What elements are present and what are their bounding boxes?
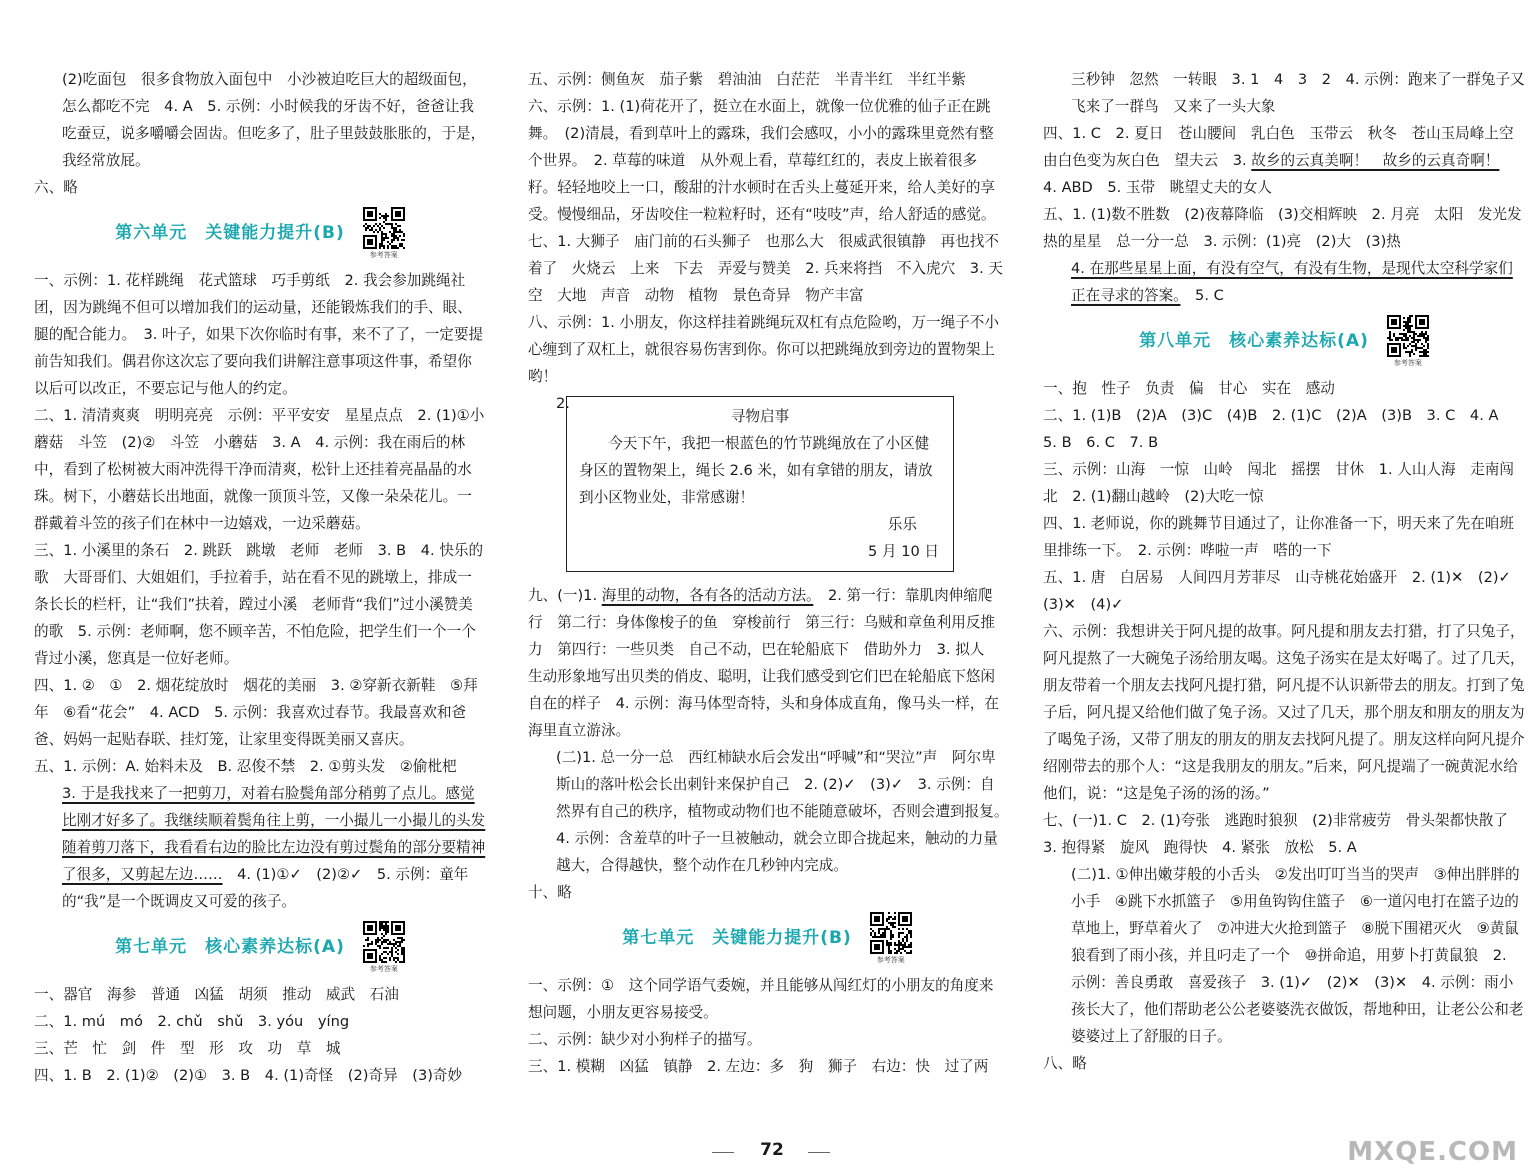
unit-title: 第八单元 核心素养达标(A) [1139,330,1369,351]
unit-title: 第七单元 关键能力提升(B) [622,927,852,948]
notice-signature: 乐乐 [887,516,917,533]
answer-paragraph: 三、示例：山海 一惊 山岭 闯北 摇摆 甘休 1. 人山人海 走南闯北 2. (1)翻山越岭 (2)大吃一惊 [1043,461,1514,505]
answer-paragraph: 三、1. 小溪里的条石 2. 跳跃 跳墩 老师 老师 3. B 4. 快乐的歌 大哥哥们、大姐姐们，手拉着手，站在看不见的跳墩上，排成一条长长的栏杆，让“我们”扶着，蹚过小溪 老师背“我们”过小溪赞美的歌 5. 示例：老师啊，您不顾辛苦，不怕危险，把学生们一个一个背过小溪，您真是一位好老师。 [34,542,484,667]
answer-text: 四、1. C 2. 夏日 苍山腰间 乳白色 玉带云 秋冬 苍山玉局峰上空 由白色变为灰白色 望夫云 3. [1043,125,1529,169]
answer-paragraph: 五、1. 示例：A. 始料未及 B. 忍俊不禁 2. ①剪头发 ②偷枇杷 [34,758,457,775]
answer-paragraph: 七、(一)1. C 2. (1)夸张 逃跑时狼狈 (2)非常疲劳 骨头架都快散了 3. 抱得紧 旋风 跑得快 4. 紧张 放松 5. A [1043,812,1523,856]
page-number-dash [712,1152,734,1153]
answer-column-1 [34,66,486,1089]
underlined-answer: 4. 在那些星星上面，有没有空气，有没有生物，是现代太空科学家们正在寻求的答案。 [1071,260,1513,304]
unit-title: 第六单元 关键能力提升(B) [115,222,345,243]
qr-caption: 参考答案 [369,965,398,973]
answer-paragraph: 一、器官 海参 普通 凶猛 胡须 推动 威武 石油 [34,986,399,1003]
answer-paragraph: 二、示例：缺少对小狗样子的描写。 [528,1031,762,1048]
answer-paragraph: 四、1. ② ① 2. 烟花绽放时 烟花的美丽 3. ②穿新衣新鞋 ⑤拜年 ⑥看“花会” 4. ACD 5. 示例：我喜欢过春节。我最喜欢和爸爸、妈妈一起贴春联、挂灯笼，让家里变得既美丽又喜庆。 [34,677,478,748]
answer-column-3 [1043,66,1529,1077]
answer-paragraph: 三、芒 忙 剑 件 型 形 攻 功 草 城 [34,1040,341,1057]
answer-paragraph: 五、示例：侧鱼灰 茄子紫 碧油油 白茫茫 半青半红 半红半紫 [528,71,966,88]
answer-paragraph: 五、1. 唐 白居易 人间四月芳菲尽 山寺桃花始盛开 2. (1)✕ (2)✓ (3)✕ (4)✓ [1043,569,1526,613]
answer-paragraph [528,582,1006,744]
answer-paragraph: 五、1. (1)数不胜数 (2)夜幕降临 (3)交相辉映 2. 月亮 太阳 发光发热的星星 总一分一总 3. 示例：(1)亮 (2)大 (3)热 [1043,206,1522,250]
answer-text: 九、(一)1. [528,587,602,604]
qr-code-icon[interactable] [870,912,912,964]
lost-item-notice [566,396,954,572]
page-number-dash [808,1152,830,1153]
underlined-answer: 海里的动物，各有各的活动方法。 [601,587,814,604]
answer-paragraph: 一、抱 性子 负责 偏 甘心 实在 感动 [1043,380,1335,397]
answer-paragraph: (二)1. ①伸出嫩芽般的小舌头 ②发出叮叮当当的哭声 ③伸出胖胖的小手 ④跳下水抓篮子 ⑤用鱼钩钩住篮子 ⑥一道闪电打在篮子边的草地上，野草着火了 ⑦冲进大火抢到篮子 ⑧脱下围裙灭火 ⑨黄鼠狼看到了雨小孩，并且叼走了一个 ⑩拼命追，用萝卜打黄鼠狼 2. 示例：善良勇敢 喜爱孩子 3. (1)✓ (2)✕ (3)✕ 4. 示例：雨小孩长大了，他们帮助老公公老婆婆洗衣做饭，帮地种田，让老公公和老婆婆过上了舒服的日子。 [1071,866,1524,1045]
answer-paragraph: 三、1. 模糊 凶猛 镇静 2. 左边：多 狗 狮子 右边：快 过了两 [528,1058,989,1075]
page-number: 72 [760,1140,784,1160]
underlined-answer: 故乡的云真美啊！ 故乡的云真奇啊！ [1251,152,1500,169]
qr-code-icon[interactable] [363,921,405,973]
answer-paragraph: 六、示例：我想讲关于阿凡提的故事。阿凡提和朋友去打猎，打了只兔子，阿凡提熬了一大碗兔子汤给朋友喝。这兔子汤实在是太好喝了。过了几天，朋友带着一个朋友去找阿凡提打猎，阿凡提不认识新带去的朋友。打到了兔子后，阿凡提又给他们做了兔子汤。又过了几天，那个朋友和朋友的朋友为了喝兔子汤，又带了朋友的朋友的朋友去找阿凡提了。朋友这样向阿凡提介绍刚带去的那个人：“这是我朋友的朋友。”后来，阿凡提端了一碗黄泥水给他们，说：“这是兔子汤的汤的汤。” [1043,623,1525,802]
qr-code-icon[interactable] [363,207,405,259]
answer-paragraph: (2)吃面包 很多食物放入面包中 小沙被迫吃巨大的超级面包，怎么都吃不完 4. A 5. 示例：小时候我的牙齿不好，爸爸让我吃蚕豆，说多嚼嚼会固齿。但吃多了，肚子里鼓鼓胀胀的，于是，我经常放屁。 [62,71,486,169]
unit-heading-8a [1043,313,1525,369]
unit-heading-6b [34,205,486,261]
answer-paragraph: 四、1. 老师说，你的跳舞节目通过了，让你准备一下，明天来了先在咱班里排练一下。 2. 示例：哗啦一声 嗒的一下 [1043,515,1514,559]
answer-paragraph: 二、1. (1)B (2)A (3)C (4)B 2. (1)C (2)A (3)B 3. C 4. A 5. B 6. C 7. B [1043,407,1514,451]
answer-paragraph [34,780,486,915]
answer-paragraph: 七、1. 大狮子 庙门前的石头狮子 也那么大 很威武很镇静 再也找不着了 火烧云 上来 下去 弄爱与赞美 2. 兵来将挡 不入虎穴 3. 天空 大地 声音 动物 植物 景色奇异 物产丰富 [528,233,1003,304]
watermark-text: MXQE.COM [1347,1137,1518,1167]
answer-column-2: 五、示例：侧鱼灰 茄子紫 碧油油 白茫茫 半青半红 半红半紫 六、示例：1. (1)荷花开了，挺立在水面上，就像一位优雅的仙子正在跳舞。 (2)清晨，看到草叶上的露珠，我们会感叹，小小的露珠里竟然有整个世界。 2. 草莓的味道 从外观上看，草莓红红的，表皮上嵌着很多籽。轻轻地咬上一口，酸甜的汁水顿时在舌头上蔓延开来，给人美好的享受。慢慢细品，牙齿咬住一粒粒籽时，还有“吱吱”声，给人舒适的感觉。 七、1. 大狮子 庙门前的石头狮子 也那么大 很威武很镇静 再也找不着了 火烧云 上来 下去 弄爱与赞美 2. 兵来将挡 不入虎穴 3. 天空 大地 声音 动物 植物 景色奇异 物产丰富 八、示例：1. 小朋友，你这样挂着跳绳玩双杠有点危险哟，万一绳子不小心缠到了双杠上，就很容易伤害到你。你可以把跳绳放到旁边的置物架上哟！ 2. 寻物启事 今天下午，我把一根蓝色的竹节跳绳放在了小区健身区的置物架上，绳长 2.6 米，如有拿错的朋友，请放到小区物业处，非常感谢！ 乐乐 5 月 10 日 九、(一)1. 海里的动物，各有各的活动方法。 2. 第一行：靠肌肉伸缩爬行 第二行：身体像梭子的鱼 穿梭前行 第三行：乌贼和章鱼利用反推力 第四行：一些贝类 自己不动，巴在轮船底下 借助外力 3. 拟人 生动形象地写出贝类的俏皮、聪明，让我们感受到它们巴在轮船底下悠闲自在的样子 4. 示例：海马体型奇特，头和身体成直角，像马头一样，在海里直立游泳。 (二)1. 总一分一总 西红柿缺水后会发出“呼喊”和“哭泣”声 阿尔卑斯山的落叶松会长出刺针来保护自己 2. (2)✓ (3)✓ 3. 示例：自然界有自己的秩序，植物或动物们也不能随意破坏，否则会遭到报复。 4. 示例：含羞草的叶子一旦被触动，就会立即合拢起来，触动的力量越大，合得越快，整个动作在几秒钟内完成。 十、略 第七单元 关键能力提升(B) 参考答案 一、示例：① 这个同学语气委婉，并且能够从闯红灯的小朋友的角度来想问题，小朋友更容易接受。 二、示例：缺少对小狗样子的描写。 三、1. 模糊 凶猛 镇静 2. 左边：多 狗 狮子 右边：快 过了两 [528,66,1006,1080]
answer-text: 2. 第一行：靠肌肉伸缩爬行 第二行：身体像梭子的鱼 穿梭前行 第三行：乌贼和章鱼利用反推力 第四行：一些贝类 自己不动，巴在轮船底下 借助外力 3. 拟人 生动形象地写出贝类的俏皮、聪明，让我们感受到它们巴在轮船底下悠闲自在的样子 4. 示例：海马体型奇特，头和身体成直角，像马头一样，在海里直立游泳。 [528,587,999,739]
answer-paragraph: 二、1. 清清爽爽 明明亮亮 示例：平平安安 星星点点 2. (1)①小蘑菇 斗笠 (2)② 斗笠 小蘑菇 3. A 4. 示例：我在雨后的林中，看到了松树被大雨冲洗得干净而清爽，松针上还挂着亮晶晶的水珠。树下，小蘑菇长出地面，就像一顶顶斗笠，又像一朵朵花儿。一群戴着斗笠的孩子们在林中一边嬉戏，一边采蘑菇。 [34,407,485,532]
answer-text: 5. C [1180,287,1224,304]
qr-caption: 参考答案 [1393,359,1422,367]
notice-date: 5 月 10 日 [868,543,939,560]
answer-paragraph [1043,120,1529,201]
answer-paragraph: 八、示例：1. 小朋友，你这样挂着跳绳玩双杠有点危险哟，万一绳子不小心缠到了双杠上，就很容易伤害到你。你可以把跳绳放到旁边的置物架上哟！ [528,314,999,385]
answer-paragraph: 六、示例：1. (1)荷花开了，挺立在水面上，就像一位优雅的仙子正在跳舞。 (2)清晨，看到草叶上的露珠，我们会感叹，小小的露珠里竟然有整个世界。 2. 草莓的味道 从外观上看，草莓红红的，表皮上嵌着很多籽。轻轻地咬上一口，酸甜的汁水顿时在舌头上蔓延开来，给人美好的享受。慢慢细品，牙齿咬住一粒粒籽时，还有“吱吱”声，给人舒适的感觉。 [528,98,996,223]
answer-paragraph: 一、示例：1. 花样跳绳 花式篮球 巧手剪纸 2. 我会参加跳绳社团，因为跳绳不但可以增加我们的运动量，还能锻炼我们的手、眼、腿的配合能力。 3. 叶子，如果下次你临时有事，来不了了，一定要提前告知我们。偶君你这次忘了要向我们讲解注意事项这件事，希望你以后可以改正，不要忘记与他人的约定。 [34,272,484,397]
answer-paragraph: (二)1. 总一分一总 西红柿缺水后会发出“呼喊”和“哭泣”声 阿尔卑斯山的落叶松会长出刺针来保护自己 2. (2)✓ (3)✓ 3. 示例：自然界有自己的秩序，植物或动物们也不能随意破坏，否则会遭到报复。 4. 示例：含羞草的叶子一旦被触动，就会立即合拢起来，触动的力量越大，合得越快，整个动作在几秒钟内完成。 [556,749,1016,874]
answer-paragraph: 四、1. B 2. (1)② (2)① 3. B 4. (1)奇怪 (2)奇异 (3)奇妙 [34,1067,463,1084]
underlined-answer: 3. 于是我找来了一把剪刀，对着右脸鬓角部分稍剪了点儿。感觉比刚才好多了。我继续顺着鬓角往上剪，一小撮儿一小撮儿的头发随着剪刀落下，我看看右边的脸比左边没有剪过鬓角的部分要精神了很多，又剪起左边…… [62,785,486,883]
answer-paragraph: 二、1. mú mó 2. chǔ shǔ 3. yóu yíng [34,1013,350,1030]
qr-caption: 参考答案 [876,956,905,964]
qr-code-icon[interactable] [1387,315,1429,367]
answer-paragraph [1043,255,1525,309]
answer-paragraph: 八、略 [1043,1055,1087,1072]
answer-text: 4. (1)①✓ (2)②✓ 5. 示例：童年的“我”是一个既调皮又可爱的孩子。 [62,866,469,910]
notice-body: 今天下午，我把一根蓝色的竹节跳绳放在了小区健身区的置物架上，绳长 2.6 米，如有拿错的朋友，请放到小区物业处，非常感谢！ [579,435,933,506]
qr-caption: 参考答案 [369,251,398,259]
unit-heading-7b [528,910,1006,966]
unit-heading-7a [34,919,486,975]
answer-paragraph: 三秒钟 忽然 一转眼 3. 1 4 3 2 4. 示例：跑来了一群兔子又飞来了一群鸟 又来了一头大象 [1071,71,1525,115]
answer-text: 4. ABD 5. 玉带 眺望丈夫的女人 [1043,152,1515,196]
unit-title: 第七单元 核心素养达标(A) [115,936,345,957]
notice-title: 寻物启事 [730,408,790,425]
answer-paragraph: 六、略 [34,179,78,196]
answer-paragraph: 十、略 [528,884,572,901]
answer-paragraph: 一、示例：① 这个同学语气委婉，并且能够从闯红灯的小朋友的角度来想问题，小朋友更容易接受。 [528,977,994,1021]
